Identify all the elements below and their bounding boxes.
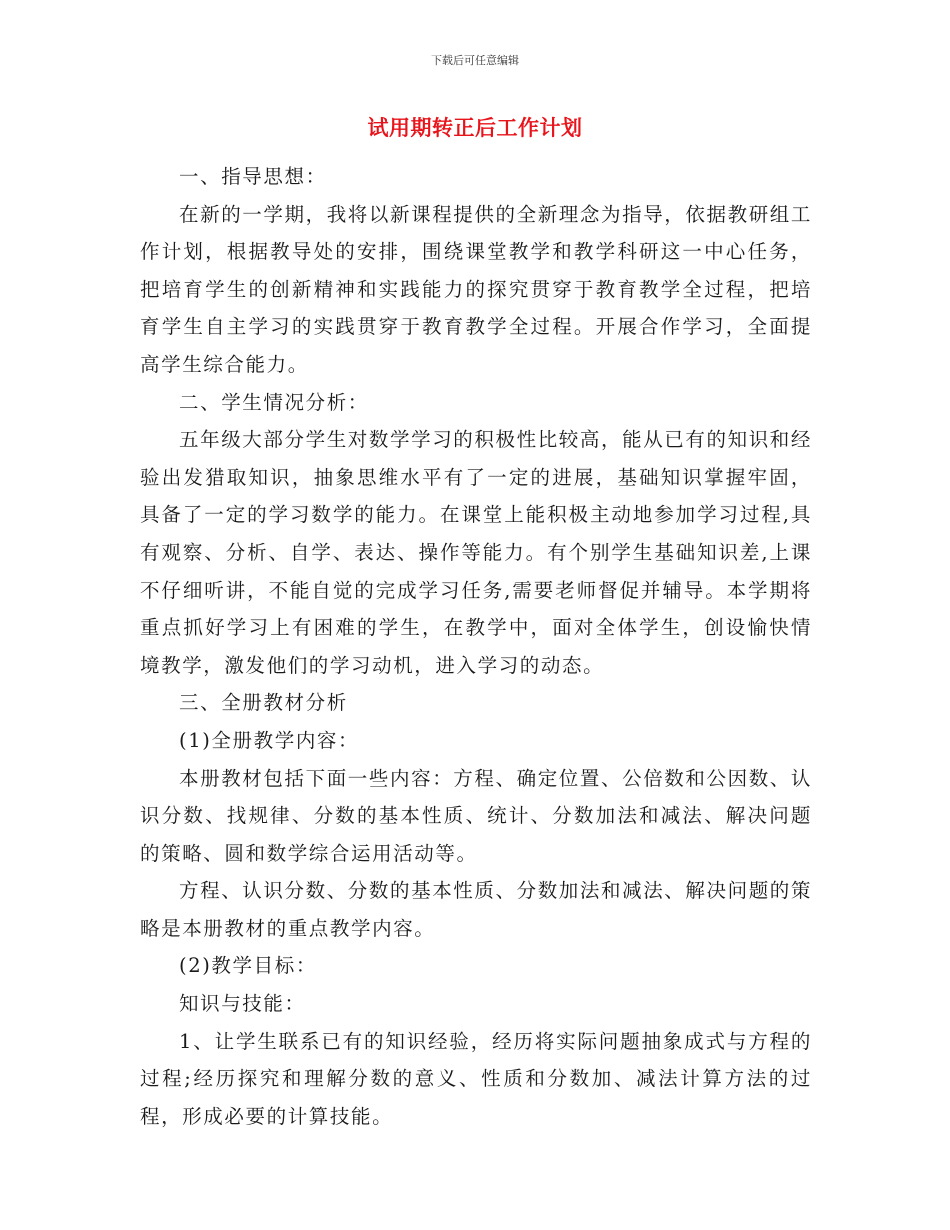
subheading-teaching-content: (1)全册教学内容： — [179, 728, 360, 752]
document-body — [140, 158, 812, 1135]
paragraph-goal-1: 1、让学生联系已有的知识经验，经历将实际问题抽象成式与方程的过程;经历探究和理解分数的意义、性质和分数加、减法计算方法的过程，形成必要的计算技能。 — [140, 1029, 812, 1128]
document-title: 试用期转正后工作计划 — [367, 116, 583, 140]
paragraph-key-content: 方程、认识分数、分数的基本性质、分数加法和减法、解决问题的策略是本册教材的重点教学内容。 — [140, 879, 813, 940]
subheading-knowledge-skills: 知识与技能： — [179, 992, 306, 1016]
paragraph-guiding-thought: 在新的一学期，我将以新课程提供的全新理念为指导，依据教研组工作计划，根据教导处的安排，围绕课堂教学和教学科研这一中心任务，把培育学生的创新精神和实践能力的探究贯穿于教育教学全过程，把培育学生自主学习的实践贯穿于教育教学全过程。开展合作学习，全面提高学生综合能力。 — [140, 202, 813, 376]
subheading-teaching-goals: (2)教学目标： — [179, 954, 317, 978]
paragraph-teaching-content: 本册教材包括下面一些内容：方程、确定位置、公倍数和公因数、认识分数、找规律、分数的基本性质、统计、分数加法和减法、解决问题的策略、圆和数学综合运用活动等。 — [140, 766, 813, 865]
paragraph-student-analysis: 五年级大部分学生对数学学习的积极性比较高，能从已有的知识和经验出发猎取知识，抽象思维水平有了一定的进展，基础知识掌握牢固，具备了一定的学习数学的能力。在课堂上能积极主动地参加学习过程,具有观察、分析、自学、表达、操作等能力。有个别学生基础知识差,上课不仔细听讲，不能自觉的完成学习任务,需要老师督促并辅导。本学期将重点抓好学习上有困难的学生，在教学中，面对全体学生，创设愉快情境教学，激发他们的学习动机，进入学习的动态。 — [140, 428, 813, 677]
header-note: 下载后可任意编辑 — [431, 54, 519, 67]
section-heading-guiding-thought: 一、指导思想： — [179, 165, 327, 188]
section-heading-student-analysis: 二、学生情况分析： — [179, 390, 369, 414]
section-heading-textbook-analysis: 三、全册教材分析 — [179, 691, 348, 715]
